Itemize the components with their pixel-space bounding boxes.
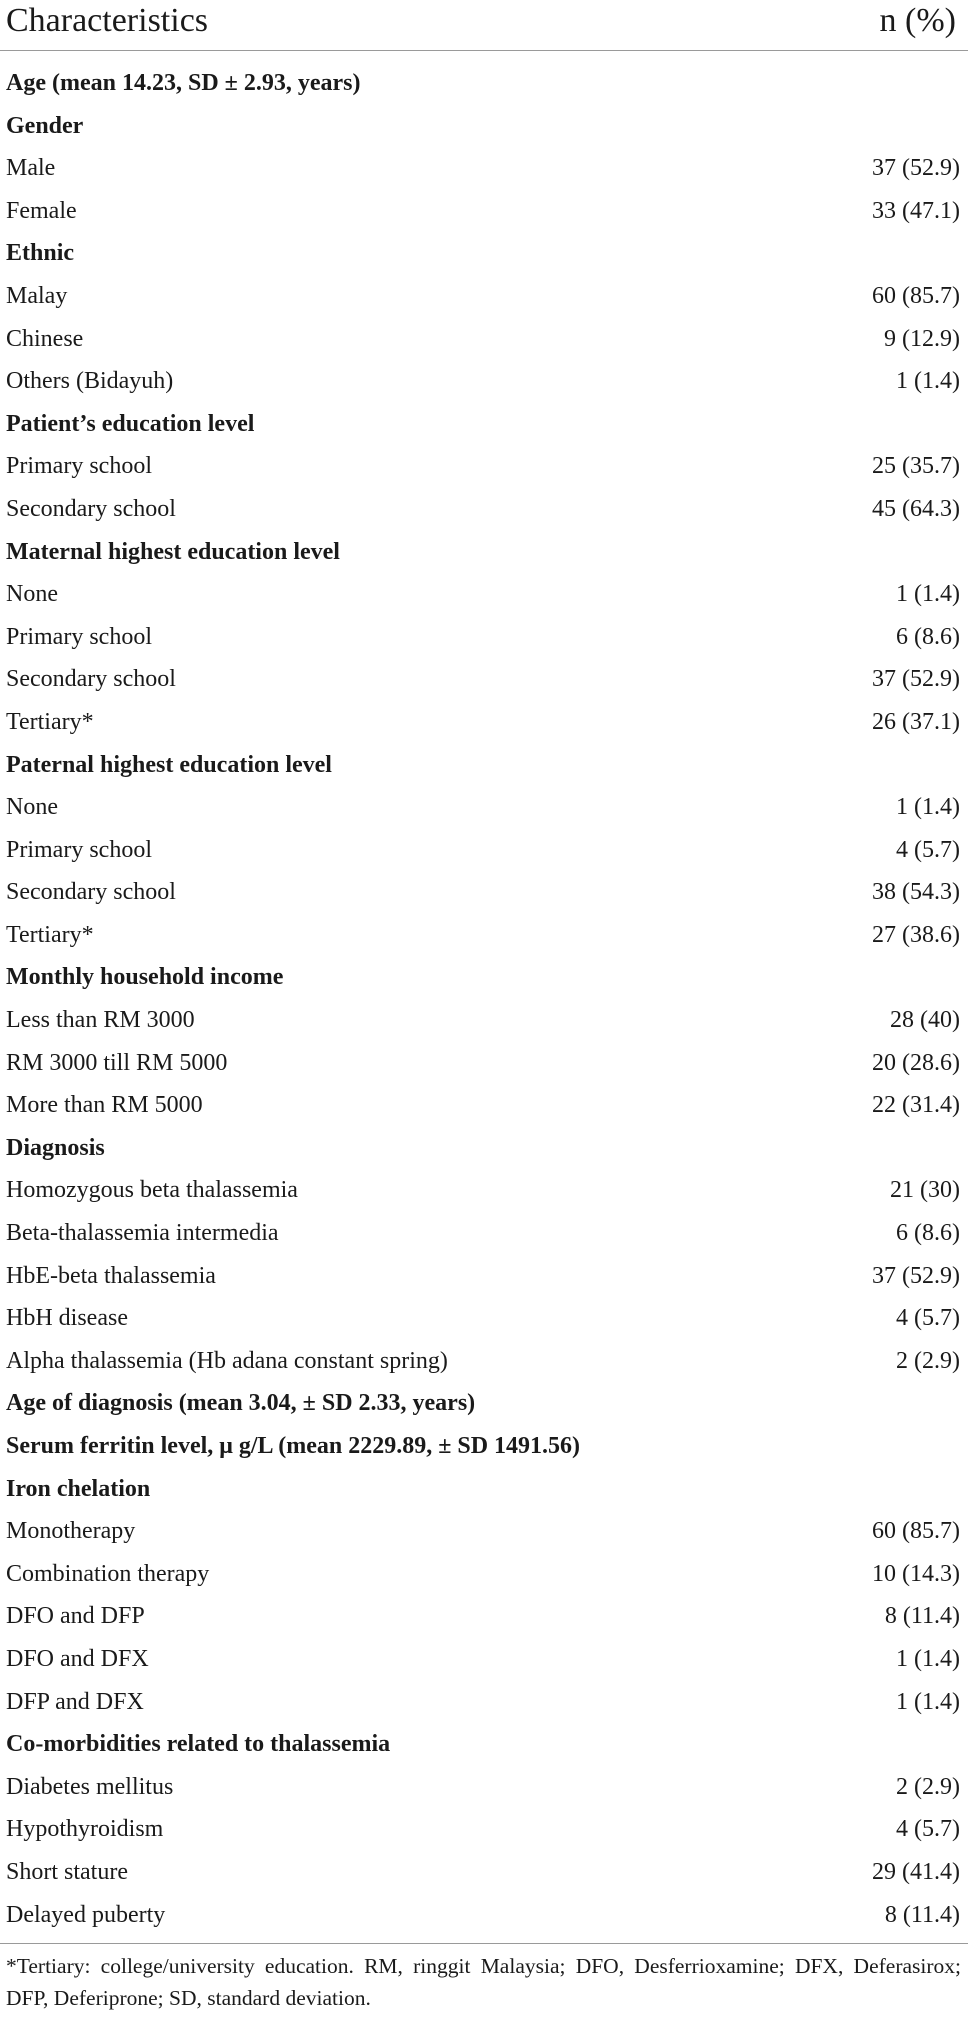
table-row (0, 488, 968, 531)
row-value: 1 (1.4) (896, 1645, 960, 1672)
row-value: 10 (14.3) (872, 1560, 960, 1587)
row-value: 45 (64.3) (872, 495, 960, 522)
table-row (0, 1212, 968, 1255)
row-label: Malay (6, 282, 68, 309)
row-value: 37 (52.9) (872, 155, 960, 182)
table-row (0, 1297, 968, 1340)
table-row (0, 1255, 968, 1298)
row-value: 2 (2.9) (896, 1347, 960, 1374)
table-row (0, 701, 968, 744)
table-row (0, 1766, 968, 1809)
row-value: 60 (85.7) (872, 1518, 960, 1545)
section-header-row (0, 744, 968, 787)
row-label: Delayed puberty (6, 1901, 166, 1928)
section-header-row (0, 531, 968, 574)
row-value: 27 (38.6) (872, 921, 960, 948)
table-row (0, 871, 968, 914)
section-label: Maternal highest education level (6, 538, 340, 565)
row-label: Combination therapy (6, 1560, 210, 1587)
row-value: 22 (31.4) (872, 1092, 960, 1119)
table-row (0, 658, 968, 701)
row-label: Female (6, 197, 77, 224)
row-value: 26 (37.1) (872, 708, 960, 735)
footer-rule (0, 1943, 968, 1944)
row-value: 1 (1.4) (896, 1688, 960, 1715)
row-value: 4 (5.7) (896, 1816, 960, 1843)
table-row (0, 1510, 968, 1553)
row-label: RM 3000 till RM 5000 (6, 1049, 228, 1076)
table-row (0, 999, 968, 1042)
table-row (0, 1595, 968, 1638)
row-label: Primary school (6, 623, 152, 650)
row-value: 6 (8.6) (896, 1220, 960, 1247)
row-value: 9 (12.9) (884, 325, 960, 352)
row-label: Beta-thalassemia intermedia (6, 1220, 279, 1247)
row-value: 38 (54.3) (872, 879, 960, 906)
table-row (0, 1169, 968, 1212)
table-row (0, 1553, 968, 1596)
row-value: 29 (41.4) (872, 1858, 960, 1885)
row-label: DFO and DFX (6, 1645, 149, 1672)
row-value: 20 (28.6) (872, 1049, 960, 1076)
table-row (0, 147, 968, 190)
section-label: Iron chelation (6, 1475, 151, 1502)
row-label: Secondary school (6, 879, 176, 906)
row-label: Hypothyroidism (6, 1816, 164, 1843)
row-value: 37 (52.9) (872, 1262, 960, 1289)
table-row (0, 1340, 968, 1383)
row-label: Monotherapy (6, 1518, 136, 1545)
row-value: 1 (1.4) (896, 581, 960, 608)
row-label: Homozygous beta thalassemia (6, 1177, 298, 1204)
table-footnote: *Tertiary: college/university education. RM, ringgit Malaysia; DFO, Desferrioxamine; DFX, Deferasirox; DFP, Deferiprone; SD, standard deviation. (6, 1954, 961, 2010)
table-row (0, 445, 968, 488)
section-header-row (0, 105, 968, 148)
section-header-row (0, 1425, 968, 1468)
header-rule (0, 50, 968, 51)
row-label: Tertiary* (6, 921, 94, 948)
section-header-row (0, 62, 968, 105)
section-label: Paternal highest education level (6, 751, 332, 778)
row-label: HbE-beta thalassemia (6, 1262, 216, 1289)
table-header (0, 0, 968, 50)
row-value: 1 (1.4) (896, 368, 960, 395)
row-value: 4 (5.7) (896, 836, 960, 863)
column-header-characteristics: Characteristics (6, 2, 209, 39)
row-label: Male (6, 155, 56, 182)
row-label: DFO and DFP (6, 1603, 145, 1630)
section-label: Age of diagnosis (mean 3.04, ± SD 2.33, years) (6, 1390, 476, 1417)
row-label: Alpha thalassemia (Hb adana constant spring) (6, 1347, 448, 1374)
row-value: 25 (35.7) (872, 453, 960, 480)
table-row (0, 1638, 968, 1681)
section-label: Co-morbidities related to thalassemia (6, 1731, 391, 1758)
section-header-row (0, 956, 968, 999)
table-row (0, 786, 968, 829)
row-label: Primary school (6, 453, 152, 480)
row-label: More than RM 5000 (6, 1092, 203, 1119)
table-row (0, 360, 968, 403)
table-row (0, 1084, 968, 1127)
table-row (0, 1042, 968, 1085)
section-label: Age (mean 14.23, SD ± 2.93, years) (6, 70, 361, 96)
row-label: None (6, 581, 58, 608)
row-label: Tertiary* (6, 708, 94, 735)
row-value: 4 (5.7) (896, 1305, 960, 1332)
row-value: 1 (1.4) (896, 794, 960, 821)
row-label: Secondary school (6, 495, 176, 522)
row-label: Diabetes mellitus (6, 1773, 174, 1800)
row-label: HbH disease (6, 1305, 128, 1332)
row-label: DFP and DFX (6, 1688, 144, 1715)
row-value: 2 (2.9) (896, 1773, 960, 1800)
section-label: Monthly household income (6, 964, 284, 991)
table-body (0, 62, 968, 1936)
row-label: Chinese (6, 325, 84, 352)
row-value: 33 (47.1) (872, 197, 960, 224)
section-label: Patient’s education level (6, 410, 255, 437)
section-header-row (0, 1468, 968, 1511)
row-label: Less than RM 3000 (6, 1007, 195, 1034)
section-label: Serum ferritin level, μ g/L (mean 2229.89, ± SD 1491.56) (6, 1433, 581, 1459)
row-label: Others (Bidayuh) (6, 368, 174, 395)
section-header-row (0, 232, 968, 275)
row-value: 8 (11.4) (884, 1901, 960, 1928)
section-label: Gender (6, 112, 84, 139)
section-header-row (0, 1723, 968, 1766)
column-header-n-percent: n (%) (879, 2, 956, 39)
table-row (0, 573, 968, 616)
table-row (0, 1808, 968, 1851)
row-value: 8 (11.4) (884, 1603, 960, 1630)
table-row (0, 1681, 968, 1724)
table-row (0, 275, 968, 318)
table-row (0, 1894, 968, 1937)
section-label: Ethnic (6, 240, 75, 267)
section-header-row (0, 1127, 968, 1170)
section-label: Diagnosis (6, 1134, 105, 1161)
row-value: 37 (52.9) (872, 666, 960, 693)
row-value: 21 (30) (890, 1177, 960, 1204)
row-label: Short stature (6, 1858, 128, 1885)
row-label: None (6, 794, 58, 821)
section-header-row (0, 403, 968, 446)
table-row (0, 829, 968, 872)
table-row (0, 318, 968, 361)
table-row (0, 616, 968, 659)
table-row (0, 914, 968, 957)
row-label: Secondary school (6, 666, 176, 693)
row-value: 60 (85.7) (872, 282, 960, 309)
table-row (0, 1851, 968, 1894)
table-row (0, 190, 968, 233)
row-label: Primary school (6, 836, 152, 863)
section-header-row (0, 1382, 968, 1425)
row-value: 28 (40) (890, 1007, 960, 1034)
row-value: 6 (8.6) (896, 623, 960, 650)
